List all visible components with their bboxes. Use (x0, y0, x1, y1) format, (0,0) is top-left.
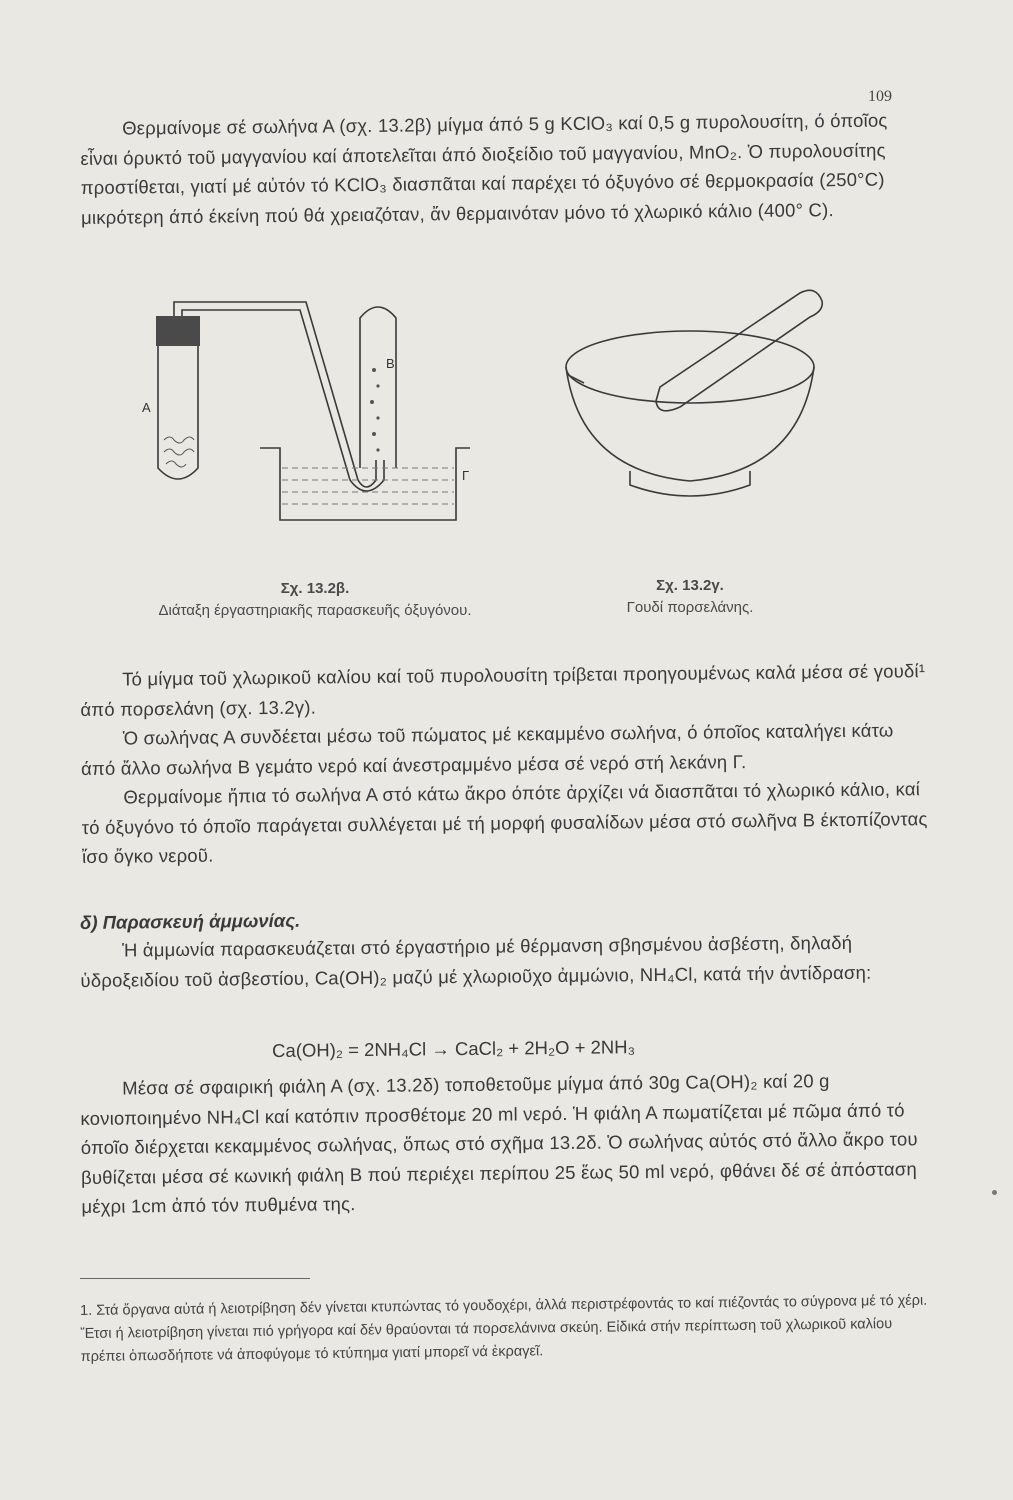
intro-paragraph: Θερμαίνομε σέ σωλήνα Α (σχ. 13.2β) μίγμα άπό 5 g KClO₃ καί 0,5 g πυρολουσίτη, ό όποῖος εἶναι όρυκτό τοῦ μαγγανίου καί άποτελεῖται άπό διοξείδιο τοῦ μαγγανίου, MnO₂. Ὁ πυρολουσίτης προστίθεται, γιατί μέ αὐτόν τό KClO₃ διασπᾶται καί παρέχει τό όξυγόνο σέ θερμοκρασία (250°C) μικρότερη άπό έκείνη πού θά χρειαζόταν, ἄν θερμαινόταν μόνο τό χλωρικό κάλιο (400° C). (80, 109, 888, 228)
oxygen-apparatus-figure (130, 290, 490, 530)
footnote-divider (80, 1278, 310, 1279)
caption-13-2b-number: Σχ. 13.2β. (280, 580, 350, 597)
scan-speck (992, 1190, 997, 1195)
label-g: Γ (462, 468, 470, 483)
section-heading-ammonia: δ) Παρασκευή ἀμμωνίας. (80, 909, 301, 933)
mortar-bowl (566, 367, 814, 481)
stopper (156, 316, 200, 346)
page-number: 109 (868, 88, 892, 105)
body2-p3: Θερμαίνομε ἤπια τό σωλήνα Α στό κάτω ἄκρο όπότε ἀρχίζει νά διασπᾶται τό χλωρικό κάλιο, καί τό όξυγόνο τό όποῖο παράγεται συλλέγεται μέ τή μορφή φυσαλίδων μέσα στό σωλῆνα Β έκτοπίζοντας ἴσο ὄγκο νεροῦ. (81, 778, 928, 867)
basin-g (260, 448, 470, 520)
reaction-equation: Ca(OH)₂ = 2NH₄Cl → CaCl₂ + 2H₂O + 2NH₃ (272, 1036, 636, 1061)
caption-13-2g-text: Γουδί πορσελάνης. (626, 599, 754, 616)
mortar-pestle-figure (560, 275, 840, 515)
footnote: 1. Στά ὄργανα αὐτά ή λειοτρίβηση δέν γίνεται κτυπώντας τό γουδοχέρι, ἀλλά περιστρέφοντάς το καί πιέζοντάς το σύγρονα μέ τό χέρι. Ἔτσι ή λειοτρίβηση γίνεται πιό γρήγορα καί δέν θραύονται τά πορσελάνινα σκεύη. Εἰδικά στήν περίπτωση τοῦ χλωρικοῦ καλίου πρέπει ὁπωσδήποτε νά ἀποφύγομε τό κτύπημα γιατί μπορεῖ νά ἐκραγεῖ. (80, 1292, 928, 1365)
body-section-2 (80, 656, 932, 871)
delivery-tube (174, 302, 376, 487)
mortar-base (630, 471, 750, 496)
body2-p1: Τό μίγμα τοῦ χλωρικοῦ καλίου καί τοῦ πυρολουσίτη τρίβεται προηγουμένως καλά μέσα σέ γουδί¹ άπό πορσελάνη (σχ. 13.2γ). (80, 660, 926, 720)
caption-13-2g (590, 575, 790, 619)
caption-13-2b-text: Διάταξη έργαστηριακῆς παρασκευῆς όξυγόνου. (158, 602, 472, 619)
label-a: A (142, 400, 151, 415)
pestle (656, 290, 822, 411)
procedure-paragraph: Μέσα σέ σφαιρική φιάλη Α (σχ. 13.2δ) τοποθετοῦμε μίγμα άπό 30g Ca(OH)₂ καί 20 g κονιοποιημένο NH₄Cl καί κατόπιν προσθέτομε 20 ml νερό. Ἡ φιάλη Α πωματίζεται μέ πῶμα άπό τό όποῖο διέρχεται κεκαμμένος σωλήνας, ὅπως στό σχῆμα 13.2δ. Ὁ σωλήνας αὐτός στό ἄλλο ἄκρο του βυθίζεται μέσα σέ κωνική φιάλη Β πού περιέχει περίπου 25 ἕως 50 ml νερό, φθάνει δέ σέ ἀπόσταση μέχρι 1cm ἀπό τόν πυθμένα της. (80, 1070, 918, 1217)
body2-p2: Ὁ σωλήνας Α συνδέεται μέσω τοῦ πώματος μέ κεκαμμένο σωλήνα, ό όποῖος καταλήγει κάτω άπό ἄλλο σωλήνα Β γεμάτο νερό καί άνεστραμμένο μέσα σέ νερό στή λεκάνη Γ. (80, 719, 894, 779)
caption-13-2b (80, 578, 550, 622)
label-b: B (386, 356, 395, 371)
caption-13-2g-number: Σχ. 13.2γ. (656, 577, 724, 594)
ammonia-intro-paragraph: Ἡ ἀμμωνία παρασκευάζεται στό έργαστήριο μέ θέρμανση σβησμένου ἀσβέστη, δηλαδή ὑδροξειδίου τοῦ ἀσβεστίου, Ca(OH)₂ μαζύ μέ χλωριοῦχο ἀμμώνιο, NH₄Cl, κατά τήν ἀντίδραση: (80, 931, 872, 991)
